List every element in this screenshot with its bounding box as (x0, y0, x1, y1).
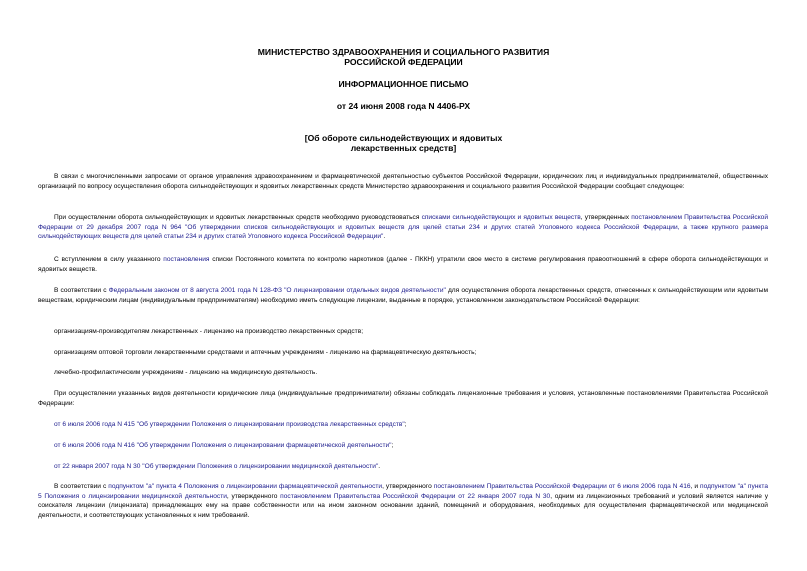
link-resolution[interactable]: постановления (163, 256, 210, 263)
p3-text-a: С вступлением в силу указанного (54, 256, 164, 263)
link-resolution-30[interactable]: от 22 января 2007 года N 30 "Об утверждении Положения о лицензировании медицинской деятельности" (54, 463, 379, 470)
link-subparagraph-a-item-5[interactable]: подпунктом "а" пункта 5 Положения о лицензировании медицинской деятельности (38, 483, 769, 500)
p3-text-b: списки Постоянного комитета по контролю наркотиков (далее - ПККН) утратили свое место в системе регулирования правоотношений в сфере оборота сильнодействующих и ядовитых веществ. (38, 256, 768, 273)
paragraph-3 (38, 255, 768, 274)
p4-text-a: В соответствии с (54, 287, 109, 294)
p6-text-c: , и (690, 483, 701, 490)
paragraph-4 (38, 286, 768, 305)
paragraph-2 (38, 213, 768, 242)
reference-item-416-end: ; (391, 442, 394, 449)
p4-text-b: для осуществления оборота лекарственных средств, отнесенных к сильнодействующим или ядовитым веществам, юридическим лицам (индивидуальным предпринимателям) необходимо иметь следующие лицензии, выданные в порядке, установленном законодательством Российской Федерации: (38, 287, 768, 304)
ministry-line-1: МИНИСТЕРСТВО ЗДРАВООХРАНЕНИЯ И СОЦИАЛЬНОГО РАЗВИТИЯ (257, 47, 550, 57)
paragraph-5: При осуществлении указанных видов деятельности юридические лица (индивидуальные предприниматели) обязаны соблюдать лицензионные требования и условия, установленные постановлениями Правительства Российской Федерации: (38, 390, 768, 407)
reference-item-416 (54, 441, 768, 451)
reference-item-30-end: . (378, 463, 381, 470)
reference-item-415-end: ; (404, 421, 407, 428)
link-resolution-416[interactable]: от 6 июля 2006 года N 416 "Об утверждении Положения о лицензировании фармацевтической деятельности" (54, 442, 392, 449)
document-type: ИНФОРМАЦИОННОЕ ПИСЬМО (338, 79, 469, 89)
subject-line-1: [Об обороте сильнодействующих и ядовитых (304, 133, 503, 143)
list-item-medical: лечебно-профилактическим учреждениям - лицензию на медицинскую деятельность. (54, 369, 318, 376)
link-resolution-30-b[interactable]: постановлением Правительства Российской Федерации от 22 января 2007 года N 30 (280, 492, 551, 500)
p2-text-c: . (383, 233, 386, 241)
link-federal-law-128[interactable]: Федеральным законом от 8 августа 2001 года N 128-ФЗ "О лицензировании отдельных видов деятельности" (108, 287, 446, 294)
link-lists-of-substances[interactable]: списками сильнодействующих и ядовитых веществ (421, 214, 581, 221)
reference-item-415 (54, 420, 768, 430)
p2-text-a: При осуществлении оборота сильнодействующих и ядовитых лекарственных средств необходимо руководствоваться (54, 214, 422, 221)
link-resolution-416-b[interactable]: постановлением Правительства Российской Федерации от 6 июля 2006 года N 416 (433, 483, 691, 490)
paragraph-1: В связи с многочисленными запросами от органов управления здравоохранением и фармацевтической деятельностью субъектов Российской Федерации, юридических лиц и индивидуальных предпринимателей, общественных организаций по вопросу осуществления оборота сильнодействующих и ядовитых лекарственных средств Министерство здравоохранения и социального развития Российской Федерации сообщает следующее: (38, 173, 768, 190)
p6-text-e: , одним из лицензионных требований и условий является наличие у соискателя лицензии (лицензиата) принадлежащих ему на праве собственности или на ином законном основании зданий, помещений и оборудования, необходимых для осуществления фармацевтической или медицинской деятельности, и соответствующих установленных к ним требований. (38, 492, 768, 519)
link-resolution-964[interactable]: постановлением Правительства Российской Федерации от 29 декабря 2007 года N 964 "Об утверждении списков сильнодействующих и ядовитых веществ для целей статьи 234 и других статей Уголовного кодекса Российской Федерации, а также крупного размера сильнодействующих веществ для целей статьи 234 и других статей Уголовного кодекса Российской Федерации" (38, 214, 769, 241)
link-resolution-415[interactable]: от 6 июля 2006 года N 415 "Об утверждении Положения о лицензировании производства лекарственных средств" (54, 421, 405, 428)
p6-text-a: В соответствии с (54, 483, 109, 490)
document-subject (0, 133, 807, 153)
ministry-title (0, 47, 807, 67)
subject-line-2: лекарственных средств] (350, 143, 457, 153)
list-item-wholesale: организациям оптовой торговли лекарственными средствами и аптечным учреждениям - лицензию на фармацевтическую деятельность; (54, 349, 477, 356)
p6-text-b: , утвержденного (382, 483, 434, 490)
p6-text-d: , утвержденного (226, 492, 281, 500)
p2-text-b: , утвержденных (580, 214, 632, 221)
reference-item-30 (54, 462, 768, 472)
paragraph-6 (38, 482, 768, 520)
list-item-producers: организациям-производителям лекарственных - лицензию на производство лекарственных средств; (54, 328, 364, 335)
document-date: от 24 июня 2008 года N 4406-РХ (336, 101, 471, 111)
ministry-line-2: РОССИЙСКОЙ ФЕДЕРАЦИИ (344, 57, 463, 67)
link-subparagraph-a-item-4[interactable]: подпунктом "а" пункта 4 Положения о лицензировании фармацевтической деятельности (108, 483, 383, 490)
